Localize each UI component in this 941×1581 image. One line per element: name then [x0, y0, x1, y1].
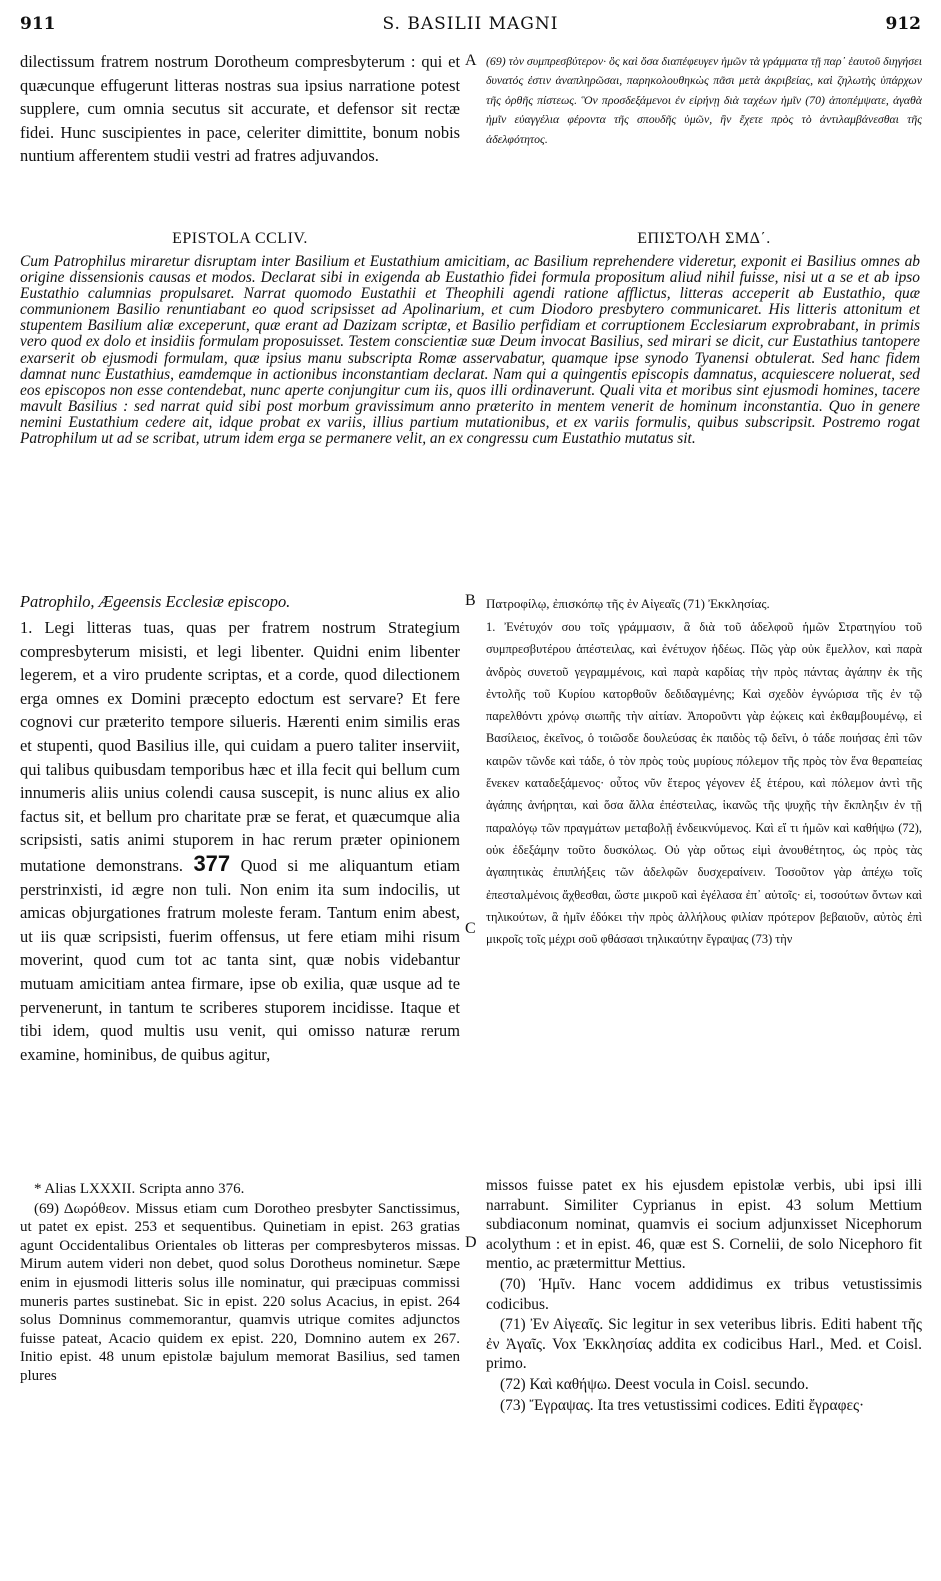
running-title: S. BASILII MAGNI — [382, 14, 559, 34]
latin-continuation-text: dilectissum fratrem nostrum Dorotheum compresbyterum : qui et quæcunque effugerunt litteras nostras sua ipsius narratione potest supplere, cum omnia secutus sit accurate, et defensor sit rectæ fidei. Hunc suscipientes in pace, celeriter dimittite, bonum nobis nuntium afferentem studii vestri ad fratres adjuvandos. — [20, 52, 460, 166]
latin-body — [20, 616, 460, 1176]
greek-address-text: Πατροφίλῳ, ἐπισκόπῳ τῆς ἐν Αἰγεαῖς (71) Ἐκκλησίας. — [486, 596, 770, 611]
latin-address-text: Patrophilo, Ægeensis Ecclesiæ episcopo. — [20, 592, 291, 611]
margin-marker-b: B — [465, 592, 476, 609]
epistle-argument: Cum Patrophilus miraretur disruptam inter Basilium et Eustathium amicitiam, ac Basilium reprehendere videretur, exponit ei Basilius omnes ab origine dissensionis causas et modos. Declarat sibi in exigenda ab Eustathio fidei formula propositum aliud nihil fuisse, nisi ut a se et ab ipso Eustathio calumnias propulsaret. Narrat quomodo Eustathii et Theophili agendi ratione afflictus, litteras acceperit ab Eustathio, quæ communionem Basilio renuntiabant eo quod scripsisset ad Apolinarium, et cum Diodoro presbytero communicaret. His litteris attonitum et stupentem Basilium aliæ exceperunt, quæ erant ad Dazizam scriptæ, et Basilio perfidiam et corruptionem Ecclesiarum exprobrabant, in primis vero quod ex dolo et insidiis formulam proposuisset. Testem conscientiæ suæ Deum invocat Basilius, sed mirari se dicit, cur Eustathius tantopere exarserit ob ejusmodi formulam, quæ ipsius manu subscripta Romæ asservabatur, quamque ipse synodo Tyanensi obtulerat. Sed hanc fidem damnat nunc Eustathius, eamdemque in actionibus inconstantiam declarat. Nam qui a quingentis episcopis damnatus, acquiescere noluerat, sed eos episcopos non esse contendebat, nunc aperte conjungitur cum iis, quos illi ordinaverunt. Quali vita et moribus sint ejusmodi homines, tacere mavult Basilius : sed narrat quid sibi post morbum gravissimum anno præterito in mentem venerit de hominum inconstantia. Quo in genere nemini Eustathium cedere ait, idque probat ex variis, illius partium mutationibus, et ex variis formulis, quibus subscripsit. Postremo rogat Patrophilum ut ad se scribat, utrum idem erga se permanere velit, an ex congressu cum Eustathio mutatus sit. — [20, 254, 920, 448]
latin-address — [20, 590, 460, 616]
greek-continuation — [486, 52, 922, 226]
right-page-number: 912 — [885, 14, 921, 34]
footnotes-left-text — [20, 1180, 460, 1386]
footnotes-left — [20, 1180, 460, 1572]
footnote: (69) Δωρόθεον. Missus etiam cum Dorotheo presbyter Sanctissimus, ut patet ex epist. 253 et sequentibus. Quinetiam in epist. 263 gratias agunt Occidentalibus Orientales ob litteras per compresbyteros missas. Mirum autem videri non debet, quod solus Dorotheus nominetur. Sæpe enim in ejusmodi litteris solus ille nominatur, qui præcipuas commissi muneris partes sustinebat. Sic in epist. 220 solus Acacius, in epist. 264 solus Domninus commemorantur, quamvis utrique comites adjunctos fuisse pateat, Acacio quidem ex epist. 220, Domnino autem ex 267. Initio epist. 48 unum epistolæ bajulum memorat Basilius, sed tamen plures — [20, 1200, 460, 1384]
footnote: (73) Ἔγραψας. Ita tres vetustissimi codices. Editi ἔγραφες· — [500, 1396, 865, 1414]
running-head — [20, 14, 921, 40]
latin-body-text — [20, 616, 460, 1066]
greek-continuation-text: (69) τὸν συμπρεσβύτερον· ὃς καὶ ὅσα διαπέφευγεν ἡμῶν τὰ γράμματα τῇ παρ᾽ ἑαυτοῦ διηγήσει δυνατός ἐστιν ἀναπληρῶσαι, παρηκολουθηκὼς πᾶσι μετὰ ἀκριβείας, καὶ ζηλωτὴς ὑπάρχων τῆς ὀρθῆς πίστεως. Ὃν προσδεξάμενοι ἐν εἰρήνῃ διὰ ταχέων ἡμῖν (70) ἀποπέμψατε, ἀγαθὰ ἡμῖν εὐαγγέλια φέροντα τῆς σπουδῆς ὑμῶν, ἣν ἔχετε πρὸς τὸ ἀντιλαμβάνεσθαι τῆς ἀδελφότητος. — [486, 54, 922, 146]
left-page-number: 911 — [20, 14, 56, 34]
column-number: 377 — [193, 850, 231, 876]
margin-marker-c: C — [465, 920, 476, 937]
footnote: (70) Ἡμῖν. Hanc vocem addidimus ex tribus vetustissimis codicibus. — [486, 1275, 922, 1313]
footnotes-right-text — [486, 1176, 922, 1415]
footnote: missos fuisse patet ex his ejusdem epistolæ verbis, ubi ipsi illi narrabunt. Similiter Cyprianus in epist. 43 solum Mettium subdiaconum nominat, quamvis ei socium adjunxisset Nicephorum acolythum : et in epist. 46, quæ est S. Cornelii, de solo Nicephoro fit mentio, ac prætermittur Mettius. — [486, 1177, 922, 1273]
margin-marker-a: A — [465, 52, 477, 69]
latin-epistle-title: EPISTOLA CCLIV. — [172, 230, 308, 247]
footnotes-right — [486, 1176, 922, 1572]
margin-marker-d: D — [465, 1234, 477, 1251]
greek-address — [486, 592, 922, 618]
greek-body — [486, 616, 922, 1174]
footnote: (71) Ἐν Αἰγεαῖς. Sic legitur in sex veteribus libris. Editi habent τῆς ἐν Ἀγαῖς. Vox Ἐκκλησίας addita ex codicibus Harl., Med. et Coisl. primo. — [486, 1316, 922, 1373]
greek-body-text: 1. Ἐνέτυχόν σου τοῖς γράμμασιν, ἃ διὰ τοῦ ἀδελφοῦ ἡμῶν Στρατηγίου τοῦ συμπρεσβυτέρου ἀπέστειλας, καὶ ἐνέτυχον ἡδέως. Πῶς γὰρ οὐκ ἔμελλον, καὶ παρὰ ἀνδρὸς συνετοῦ γεγραμμένοις, καὶ παρὰ καρδίας τὴν πρὸς πάντας ἀγάπην ἐκ τῆς ἐντολῆς τοῦ Κυρίου κατορθοῦν δεδιδαγμένης; Καὶ σχεδὸν ἐγνώρισα τῆς ἐν τῷ παρελθόντι χρόνῳ σιωπῆς τὴν αἰτίαν. Ἀποροῦντι γὰρ ἐῴκεις καὶ ἐκθαμβουμένῳ, εἰ Βασίλειος, ἐκεῖνος, ὁ τοιῶσδε δουλεύσας ἐκ παιδὸς τῷ δεῖνι, ὁ τάδε ποιήσας ἐπὶ τῶν καιρῶν τῶνδε καὶ τάδε, ὁ τὸν πρὸς τοὺς μυρίους πόλεμον τῆς πρὸς τὸν ἕνα θεραπείας ἕνεκεν καταδεξάμενος· οὗτος νῦν ἕτερος γέγονεν ἐξ ἑτέρου, καὶ πόλεμον ἀντὶ τῆς ἀγάπης ἀνήρηται, καὶ ὅσα ἄλλα ἐπέστειλας, ἱκανῶς τῆς ψυχῆς τὴν ἔκπληξιν ἐν τῇ παραλόγῳ τῶν πραγμάτων μεταβολῇ ἐνδεικνύμενος. Καὶ εἴ τι ἡμῶν καὶ καθήψω (72), οὐκ ἐδεξάμην τοῦτο δυσκόλως. Οὐ γὰρ οὕτως εἰμὶ ἀνουθέτητος, ὡς πρὸς τὰς ἀγαπητικὰς ἐπιπλήξεις τῶν ἀδελφῶν δυσχεραίνειν. Τοσοῦτον γὰρ ἀπέχω τοῖς ἐπεσταλμένοις ἄχθεσθαι, ὥστε μικροῦ καὶ ἐγέλασα ἐπ᾽ αὐτοῖς· εἰ, τοσούτων ὄντων καὶ τηλικούτων, ἃ ἡμῖν ἐδόκει τὴν πρὸς ἀλλήλους φιλίαν πρότερον βεβαιοῦν, αὐτὸς ἐπὶ μικροῖς τοῖς μέχρι σοῦ φθάσασι τηλικαύτην ἔγραψας (73) τὴν — [486, 620, 922, 947]
latin-body-part1: 1. Legi litteras tuas, quas per fratrem nostrum Strategium compresbyterum misisti, et legi libenter. Quidni enim libenter legerem, et a viro prudente scriptas, et a corde, quod dilectionem erga omnes ex Domini præcepto edoctum est servare? Et fere cognovi cur præterito tempore silueris. Hærenti enim similis eras et stupenti, quod Basilius ille, qui cuidam a puero taliter inserviit, qui talibus quibusdam temporibus hæc et illa fecit qui bellum cum innumeris aliis unius colendi causa suscepit, is nunc alius ex alio factus sit, et bellum pro charitate præ se ferat, et quæcumque alia scripsisti, satis animi stuporem in hac rerum præter opinionem mutatione demonstrans. — [20, 618, 460, 875]
greek-epistle-title: ΕΠΙΣΤΟΛΗ ΣΜΔ΄. — [637, 230, 771, 247]
footnote: (72) Καὶ καθήψω. Deest vocula in Coisl. secundo. — [500, 1375, 809, 1393]
latin-body-part2: Quod si me aliquantum etiam perstrinxisti, id ægre non tuli. Non enim ita sum indocilis, ut amicas objurgationes fratrum moleste feram. Tantum enim abest, ut iis quæ scripsisti, fuerim offensus, ut fere etiam mihi risum moverint, quod cum tot ac tanta sint, quæ nobis videbantur mutuam amicitiam antea firmare, ipse ob exilia, quæ usque ad te pervenerunt, in tantum te scriberes stuporem incidisse. Itaque et tibi idem, quod multis usu venit, qui omisso naturæ rerum examine, hominibus, de quibus agitur, — [20, 855, 460, 1064]
latin-continuation — [20, 50, 460, 228]
footnote: * Alias LXXXII. Scripta anno 376. — [34, 1181, 245, 1197]
